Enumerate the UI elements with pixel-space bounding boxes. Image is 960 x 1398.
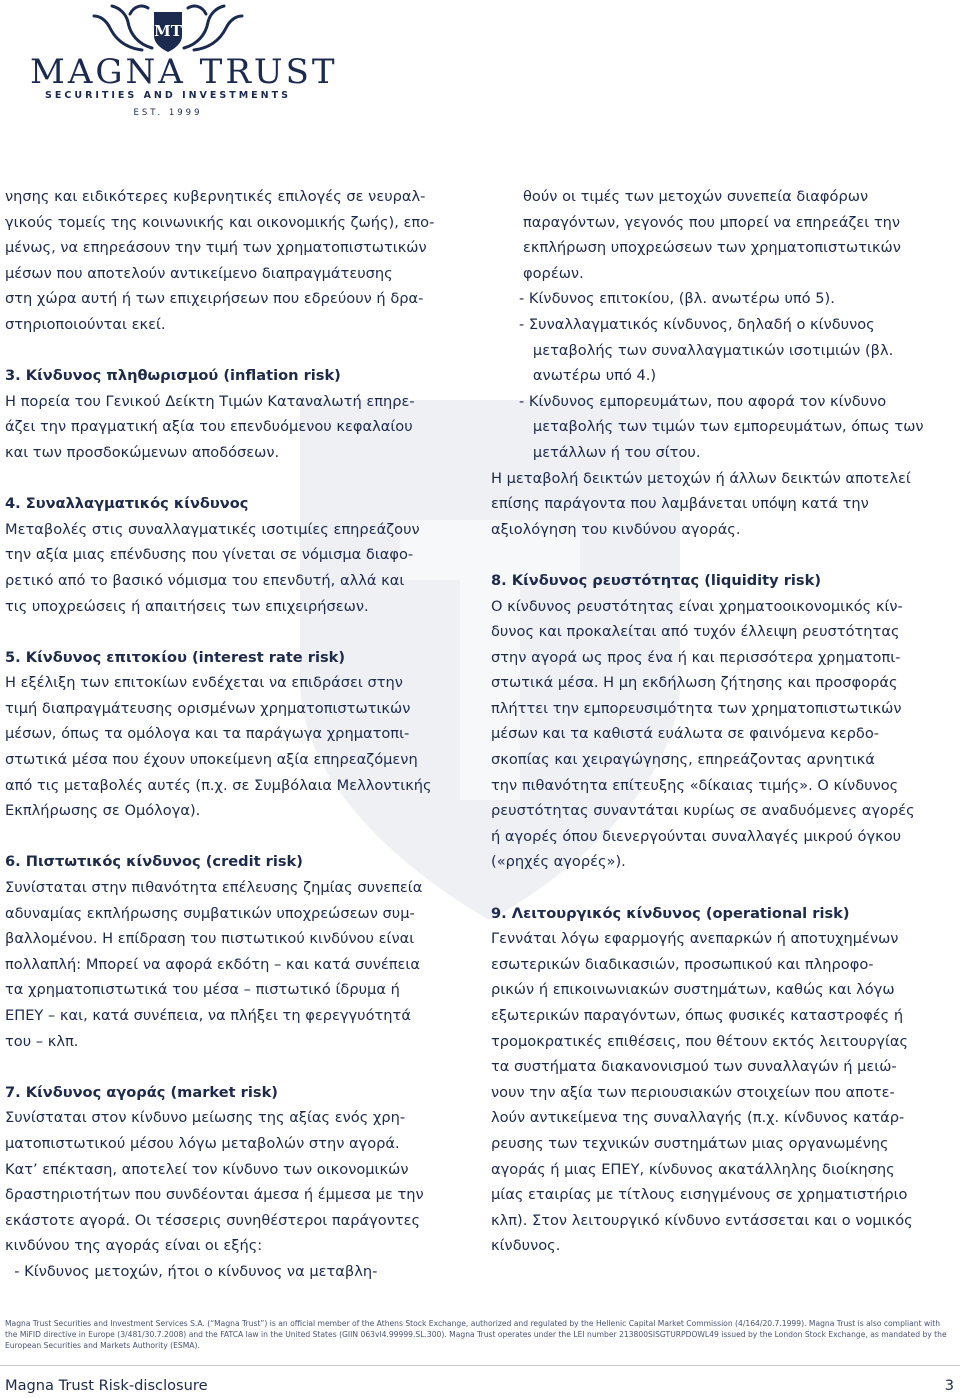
lion-crest-icon bbox=[90, 0, 246, 56]
text-line: τα χρηματοπιστωτικά του μέσα – πιστωτικό ίδρυμα ή bbox=[5, 981, 400, 999]
text-line: μέσων και τα καθιστά ευάλωτα σε φαινόμενα κερδο- bbox=[491, 725, 880, 743]
text-line: Η μεταβολή δεικτών μετοχών ή άλλων δεικτών αποτελεί bbox=[491, 469, 911, 487]
section-heading: 7. Κίνδυνος αγοράς (market risk) bbox=[5, 1083, 278, 1101]
section-heading: 4. Συναλλαγματικός κίνδυνος bbox=[5, 495, 249, 513]
section-inflation-risk bbox=[5, 363, 475, 465]
text-line: Εκπλήρωσης σε Ομόλογα). bbox=[5, 802, 201, 820]
section-heading: 5. Κίνδυνος επιτοκίου (interest rate risk) bbox=[5, 648, 346, 666]
text-line: αγοράς ή μιας ΕΠΕΥ, κίνδυνος ακατάλληλης διοίκησης bbox=[491, 1160, 895, 1178]
section-heading: 9. Λειτουργικός κίνδυνος (operational risk) bbox=[491, 904, 850, 922]
text-line: στηριοποιούνται εκεί. bbox=[5, 315, 166, 333]
brand-established: EST. 1999 bbox=[133, 108, 203, 118]
text-line: κινδύνου της αγοράς είναι οι εξής: bbox=[5, 1237, 263, 1255]
text-line: επίσης παράγοντα που λαμβάνεται υπόψη κατά την bbox=[491, 495, 869, 513]
text-line: φορέων. bbox=[523, 264, 584, 282]
section-market-risk bbox=[5, 1080, 475, 1285]
list-item: - Κίνδυνος εμπορευμάτων, που αφορά τον κίνδυνο bbox=[519, 392, 887, 410]
text-line: κλπ). Στον λειτουργικό κίνδυνο εντάσσεται και ο νομικός bbox=[491, 1211, 913, 1229]
text-line: στωτικά μέσα. Η μη εκδήλωση ζήτησης και προσφοράς bbox=[491, 674, 898, 692]
text-line: δραστηριοτήτων που συνδέονται άμεσα ή έμμεσα με την bbox=[5, 1186, 424, 1204]
text-line: ή αγορές όπου διενεργούνται συναλλαγές μικρού όγκου bbox=[491, 827, 902, 845]
text-line: αδυναμίας εκπλήρωσης συμβατικών υποχρεώσεων συμ- bbox=[5, 904, 415, 922]
text-line: και των προσδοκώμενων αποδόσεων. bbox=[5, 443, 280, 461]
text-line: μεταβολής των τιμών των εμπορευμάτων, όπως των bbox=[519, 418, 924, 436]
text-line: ματοπιστωτικού μέσου λόγω μεταβολών στην αγορά. bbox=[5, 1134, 400, 1152]
text-line: τα συστήματα διακανονισμού των συναλλαγών ή μειώ- bbox=[491, 1058, 897, 1076]
text-line: Συνίσταται στην πιθανότητα επέλευσης ζημίας συνεπεία bbox=[5, 879, 423, 897]
text-line: μετάλλων ή του σίτου. bbox=[519, 443, 701, 461]
text-line: ρευσης των τεχνικών συστημάτων μιας οργανωμένης bbox=[491, 1134, 889, 1152]
text-line: αξιολόγηση του κινδύνου αγοράς. bbox=[491, 520, 741, 538]
text-line: δυνος και προκαλείται από τυχόν έλλειψη ρευστότητας bbox=[491, 623, 900, 641]
footnote-line: the MiFID directive in Europe (3/481/30.7.2008) and the FATCA law in the United States (GIIN 063vl4.99999.SL.300). Magna Trust operates under the LEI number 213800SISGTURPDOWL49 issued by the London Stock Exchange, as mandated by the bbox=[5, 1330, 947, 1340]
text-line: εκάστοτε αγορά. Οι τέσσερις συνηθέστεροι παράγοντες bbox=[5, 1211, 421, 1229]
text-line: εσωτερικών διαδικασιών, προσωπικού και πληροφο- bbox=[491, 955, 874, 973]
text-line: πλήττει την εμπορευσιμότητα των χρηματοπιστωτικών bbox=[491, 699, 902, 717]
section-heading: 3. Κίνδυνος πληθωρισμού (inflation risk) bbox=[5, 367, 341, 385]
text-line: Μεταβολές στις συναλλαγματικές ισοτιμίες επηρεάζουν bbox=[5, 520, 420, 538]
text-line: στη χώρα αυτή ή των επιχειρήσεων που εδρεύουν ή δρα- bbox=[5, 290, 424, 308]
section-interest-rate-risk bbox=[5, 645, 475, 824]
text-line: παραγόντων, γεγονός που μπορεί να επηρεάζει την bbox=[523, 213, 901, 231]
text-line: κίνδυνος. bbox=[491, 1237, 561, 1255]
section-liquidity-risk bbox=[491, 568, 960, 875]
text-line: τρομοκρατικές επιθέσεις, που θέτουν εκτός λειτουργίας bbox=[491, 1032, 909, 1050]
footer-document-title: Magna Trust Risk-disclosure bbox=[5, 1377, 208, 1394]
text-line: εκπλήρωση υποχρεώσεων των χρηματοπιστωτικών bbox=[523, 239, 901, 257]
list-item: - Κίνδυνος μετοχών, ήτοι ο κίνδυνος να μεταβλη- bbox=[5, 1262, 378, 1280]
right-column bbox=[491, 184, 960, 1259]
list-item: - Συναλλαγματικός κίνδυνος, δηλαδή ο κίνδυνος bbox=[519, 315, 875, 333]
left-column bbox=[5, 184, 475, 1285]
text-line: ανωτέρω υπό 4.) bbox=[519, 367, 657, 385]
text-line: στην αγορά ως προς ένα ή και περισσότερα χρηματοπι- bbox=[491, 648, 901, 666]
text-line: μέσων, όπως τα ομόλογα και τα παράγωγα χρηματοπι- bbox=[5, 725, 410, 743]
section-credit-risk bbox=[5, 849, 475, 1054]
text-line: του – κλπ. bbox=[5, 1032, 79, 1050]
text-line: σκοπίας και χειραγώγησης, επηρεάζοντας αρνητικά bbox=[491, 751, 875, 769]
brand-tagline: SECURITIES AND INVESTMENTS bbox=[45, 90, 291, 101]
text-line: μέσων που αποτελούν αντικείμενο διαπραγμάτευσης bbox=[5, 264, 393, 282]
logo-monogram: MT bbox=[154, 22, 182, 40]
text-line: στωτικά μέσα που έχουν υποκείμενη αξία επηρεαζόμενη bbox=[5, 751, 418, 769]
section-currency-risk bbox=[5, 491, 475, 619]
text-line: μεταβολής των συναλλαγματικών ισοτιμιών (βλ. bbox=[519, 341, 894, 359]
text-line: ρετικό από το βασικό νόμισμα του επενδυτή, αλλά και bbox=[5, 571, 405, 589]
intro-paragraph bbox=[5, 184, 475, 338]
text-line: («ρηχές αγορές»). bbox=[491, 853, 626, 871]
text-line: λούν αντικείμενα της συναλλαγής (π.χ. κίνδυνος κατάρ- bbox=[491, 1109, 905, 1127]
text-line: βαλλομένου. Η επίδραση του πιστωτικού κινδύνου είναι bbox=[5, 930, 415, 948]
market-risk-list-continued bbox=[491, 184, 960, 466]
legal-footnote bbox=[5, 1318, 955, 1352]
list-item: - Κίνδυνος επιτοκίου, (βλ. ανωτέρω υπό 5). bbox=[519, 290, 835, 308]
footnote-line: Magna Trust Securities and Investment Services S.A. (“Magna Trust”) is an official member of the Athens Stock Exchange, authorized and regulated by the Hellenic Capital Market Commission (4/164/20.7.1999). Magna Trust is also compliant with bbox=[5, 1319, 941, 1328]
section-operational-risk bbox=[491, 901, 960, 1259]
text-line: μένως, να επηρεάσουν την τιμή των χρηματοπιστωτικών bbox=[5, 239, 427, 257]
text-line: τις υποχρεώσεις ή απαιτήσεις των επιχειρήσεων. bbox=[5, 597, 369, 615]
text-line: νουν την αξία των περιουσιακών στοιχείων που αποτε- bbox=[491, 1083, 895, 1101]
text-line: ρευστότητας συναντάται κυρίως σε αναδυόμενες αγορές bbox=[491, 802, 915, 820]
text-line: Η εξέλιξη των επιτοκίων ενδέχεται να επιδράσει στην bbox=[5, 674, 403, 692]
text-line: τιμή διαπραγμάτευσης ορισμένων χρηματοπιστωτικών bbox=[5, 699, 411, 717]
text-line: εξωτερικών παραγόντων, όπως φυσικές καταστροφές ή bbox=[491, 1007, 904, 1024]
text-line: γικούς τομείς της κοινωνικής και οικονομικής ζωής), επο- bbox=[5, 213, 435, 231]
brand-name: MAGNA TRUST bbox=[30, 52, 338, 92]
text-line: την πιθανότητα επίτευξης «δίκαιας τιμής». Ο κίνδυνος bbox=[491, 776, 899, 794]
text-line: άζει την πραγματική αξία του επενδυόμενου κεφαλαίου bbox=[5, 418, 413, 436]
text-line: ρικών ή επικοινωνιακών συστημάτων, καθώς και λόγω bbox=[491, 981, 895, 999]
footer-divider bbox=[0, 1365, 960, 1366]
footnote-line: European Securities and Markets Authority (ESMA). bbox=[5, 1341, 200, 1351]
text-line: ΕΠΕΥ – και, κατά συνέπεια, να πλήξει τη φερεγγυότητά bbox=[5, 1007, 411, 1024]
text-line: την αξία μιας επένδυσης που γίνεται σε νόμισμα διαφο- bbox=[5, 546, 414, 564]
text-line: Ο κίνδυνος ρευστότητας είναι χρηματοοικονομικός κίν- bbox=[491, 597, 903, 615]
text-line: από τις μεταβολές αυτές (π.χ. σε Συμβόλαια Μελλοντικής bbox=[5, 776, 432, 794]
section-heading: 8. Κίνδυνος ρευστότητας (liquidity risk) bbox=[491, 571, 821, 589]
text-line: Συνίσταται στον κίνδυνο μείωσης της αξίας ενός χρη- bbox=[5, 1109, 406, 1127]
text-line: Κατ’ επέκταση, αποτελεί τον κίνδυνο των οικονομικών bbox=[5, 1160, 409, 1178]
section-heading: 6. Πιστωτικός κίνδυνος (credit risk) bbox=[5, 853, 303, 871]
text-line: μίας εταιρίας με τίτλους εισηγμένους σε χρηματιστήριο bbox=[491, 1186, 908, 1204]
company-logo bbox=[0, 0, 338, 130]
market-risk-tail bbox=[491, 466, 960, 543]
page-number: 3 bbox=[944, 1377, 954, 1394]
text-line: Γεννάται λόγω εφαρμογής ανεπαρκών ή αποτυχημένων bbox=[491, 930, 899, 948]
text-line: θούν οι τιμές των μετοχών συνεπεία διαφόρων bbox=[523, 188, 869, 205]
text-line: νησης και ειδικότερες κυβερνητικές επιλογές σε νευραλ- bbox=[5, 188, 426, 205]
text-line: Η πορεία του Γενικού Δείκτη Τιμών Καταναλωτή επηρε- bbox=[5, 392, 415, 410]
text-line: πολλαπλή: Μπορεί να αφορά εκδότη – και κατά συνέπεια bbox=[5, 955, 420, 973]
